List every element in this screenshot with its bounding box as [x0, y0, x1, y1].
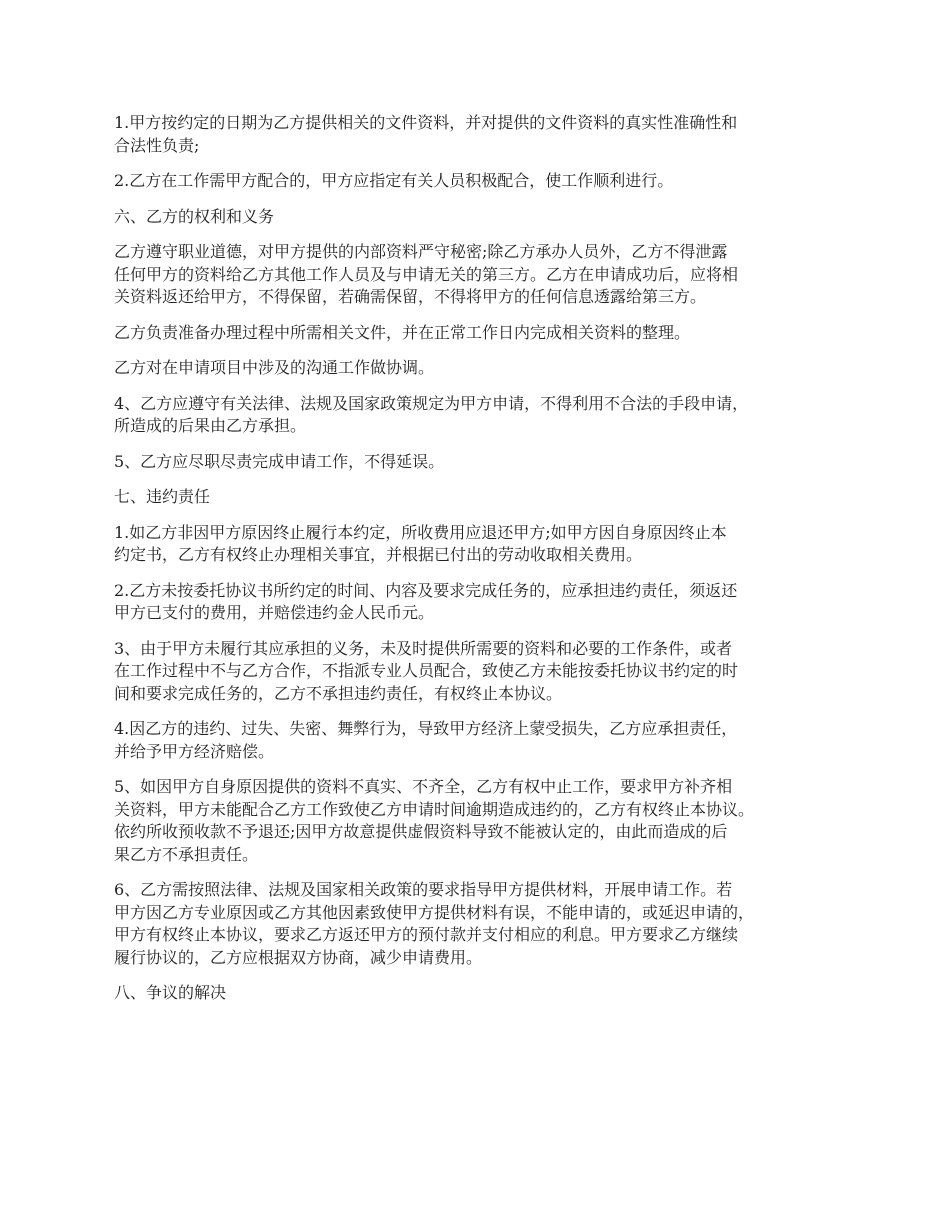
text-line: 任何甲方的资料给乙方其他工作人员及与申请无关的第三方。乙方在申请成功后，应将相	[114, 264, 739, 284]
clause-paragraph-7	[114, 451, 854, 474]
document-page	[114, 112, 854, 1018]
text-line: 5、如因甲方自身原因提供的资料不真实、不齐全，乙方有权中止工作，要求甲方补齐相	[114, 777, 733, 796]
heading-text: 六、乙方的权利和义务	[114, 206, 275, 226]
text-line: 所造成的后果由乙方承担。	[114, 416, 307, 435]
clause-paragraph-2	[114, 170, 854, 193]
text-line: 3、由于甲方未履行其应承担的义务，未及时提供所需要的资料和必要的工作条件，或者	[114, 638, 733, 658]
clause-paragraph-11	[114, 718, 854, 763]
text-line: 2.乙方在工作需甲方配合的，甲方应指定有关人员积极配合，使工作顺利进行。	[114, 171, 674, 190]
text-line: 乙方负责准备办理过程中所需相关文件，并在正常工作日内完成相关资料的整理。	[114, 322, 691, 342]
text-line: 间和要求完成任务的，乙方不承担违约责任，有权终止本协议。	[114, 683, 563, 703]
clause-paragraph-5	[114, 357, 854, 380]
clause-paragraph-3	[114, 241, 854, 309]
text-line: 关资料返还给甲方，不得保留，若确需保留，不得将甲方的任何信息透露给第三方。	[114, 287, 707, 306]
heading-text: 七、违约责任	[114, 487, 211, 506]
clause-paragraph-8	[114, 522, 854, 567]
text-line: 履行协议的，乙方应根据双方协商，减少申请费用。	[114, 947, 483, 967]
text-line: 乙方对在申请项目中涉及的沟通工作做协调。	[114, 358, 435, 377]
text-line: 甲方因乙方专业原因或乙方其他因素致使甲方提供材料有误，不能申请的，或延迟申请的，	[114, 902, 755, 922]
clause-paragraph-9	[114, 580, 854, 625]
text-line: 1.如乙方非因甲方原因终止履行本约定，所收费用应退还甲方;如甲方因自身原因终止本	[114, 522, 727, 542]
text-line: 乙方遵守职业道德，对甲方提供的内部资料严守秘密;除乙方承办人员外，乙方不得泄露	[114, 242, 728, 261]
text-line: 甲方已支付的费用，并赔偿违约金人民币元。	[114, 603, 435, 622]
text-line: 4.因乙方的违约、过失、失密、舞弊行为，导致甲方经济上蒙受损失，乙方应承担责任，	[114, 719, 738, 738]
section-heading-6	[114, 206, 854, 229]
section-heading-8	[114, 982, 854, 1005]
text-line: 2.乙方未按委托协议书所约定的时间、内容及要求完成任务的，应承担违约责任，须返还	[114, 580, 738, 600]
clause-paragraph-10	[114, 638, 854, 706]
clause-paragraph-4	[114, 322, 854, 345]
section-heading-7	[114, 486, 854, 509]
text-line: 5、乙方应尽职尽责完成申请工作，不得延误。	[114, 451, 445, 471]
clause-paragraph-13	[114, 879, 854, 969]
text-line: 在工作过程中不与乙方合作，不指派专业人员配合，致使乙方未能按委托协议书约定的时	[114, 661, 739, 680]
text-line: 并给予甲方经济赔偿。	[114, 741, 275, 761]
text-line: 4、乙方应遵守有关法律、法规及国家政策规定为甲方申请，不得利用不合法的手段申请，	[114, 393, 749, 413]
clause-paragraph-12	[114, 776, 854, 866]
clause-paragraph-1	[114, 112, 854, 157]
text-line: 关资料，甲方未能配合乙方工作致使乙方申请时间逾期造成违约的，乙方有权终止本协议。	[114, 799, 755, 819]
text-line: 6、乙方需按照法律、法规及国家相关政策的要求指导甲方提供材料，开展申请工作。若	[114, 880, 733, 899]
clause-paragraph-6	[114, 393, 854, 438]
heading-text: 八、争议的解决	[114, 983, 227, 1002]
text-line: 果乙方不承担责任。	[114, 844, 259, 864]
text-line: 甲方有权终止本协议，要求乙方返还甲方的预付款并支付相应的利息。甲方要求乙方继续	[114, 925, 739, 944]
text-line: 1.甲方按约定的日期为乙方提供相关的文件资料，并对提供的文件资料的真实性准确性和	[114, 113, 738, 132]
text-line: 合法性负责;	[114, 135, 200, 155]
text-line: 依约所收预收款不予退还;因甲方故意提供虚假资料导致不能被认定的，由此而造成的后	[114, 822, 728, 841]
text-line: 约定书，乙方有权终止办理相关事宜，并根据已付出的劳动收取相关费用。	[114, 545, 643, 564]
